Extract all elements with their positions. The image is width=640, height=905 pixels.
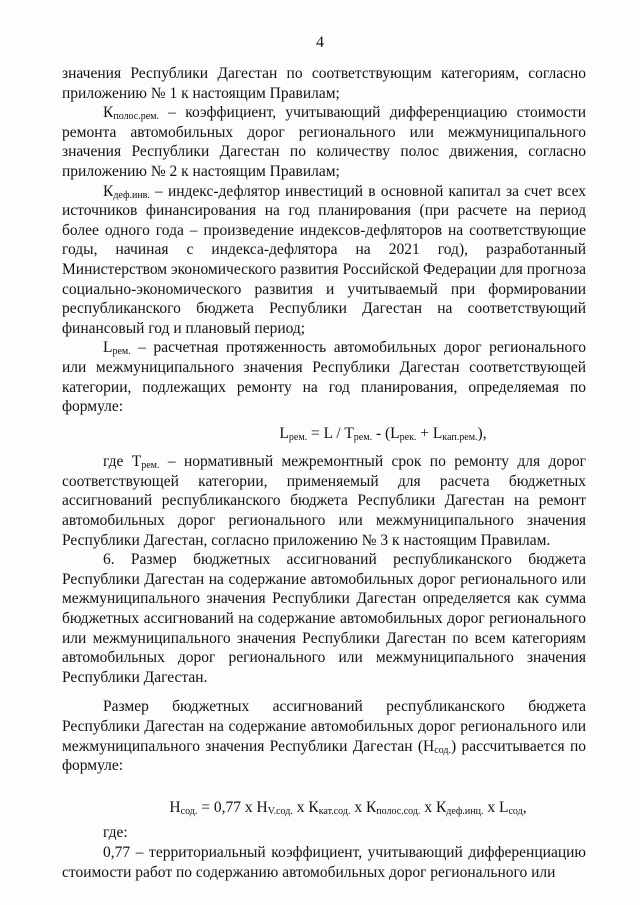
definition-text: – индекс-дефлятор инвестиций в основной капитал за счет всех источников финансирования на год планирования (при расчете на период более одного года – произведение индексов-дефляторов на соответствующие годы, начиная с индекса-дефлятора на 2021 год), разработанный Министерством экономического развития Российской Федерации для прогноза социально-экономического развития и учитываемый при формировании республиканского бюджета Республики Дагестан на соответствующий финансовый год и плановый период;	[62, 182, 586, 337]
subscript: полос.рем.	[113, 111, 160, 123]
symbol: К	[103, 182, 114, 200]
paragraph-1: значения Республики Дагестан по соответствующим категориям, согласно приложению № 1 к настоящим Правилам;	[62, 65, 586, 102]
where-label: где:	[103, 824, 128, 842]
subscript: деф.инв.	[113, 189, 150, 201]
paragraph-6: 6. Размер бюджетных ассигнований республиканского бюджета Республики Дагестан на содержание автомобильных дорог регионального или межмуниципального значения Республики Дагестан определяется как сумма бюджетных ассигнований на содержание автомобильных дорог регионального или межмуниципального значения Республики Дагестан по всем категориям автомобильных дорог регионального или межмуниципального значения Республики Дагестан.	[62, 551, 586, 686]
document-body	[62, 64, 586, 882]
formula-l-rem: $L_{рем.} = L / T_{рем.} - (L_{рек.} + L_{кап.рем.})$,	[279, 424, 487, 443]
paragraph-n-sod: Размер бюджетных ассигнований республиканского бюджета Республики Дагестан на содержание автомобильных дорог регионального или межмуниципального значения Республики Дагестан $(Н_{сод.})$ рассчитывается по формуле:	[62, 698, 586, 775]
formula-n-sod: $Н_{сод.} = 0,77$ x $Н_{V.сод.}$ x $К_{кат.сод.}$ x $К_{полос.сод.}$ x $К_{деф.инц.}$ x $L_{сод}$,	[169, 798, 527, 817]
symbol: L	[103, 339, 113, 357]
paragraph-territorial-coefficient: 0,77 – территориальный коэффициент, учитывающий дифференциацию стоимости работ по содержанию автомобильных дорог регионального или	[62, 843, 586, 881]
definition-text: – расчетная протяженность автомобильных дорог регионального или межмуниципального значения Республики Дагестан соответствующей категории, подлежащих ремонту на год планирования, определяемая по формуле:	[62, 339, 586, 416]
definition-text: – коэффициент, учитывающий дифференциацию стоимости ремонта автомобильных дорог регионального или межмуниципального значения Республики Дагестан по количеству полос движения, согласно приложению № 2 к настоящим Правилам;	[62, 104, 586, 180]
paragraph-k-def-inv	[62, 182, 586, 339]
paragraph-t-rem: где $T_{рем.}$ – нормативный межремонтный срок по ремонту для дорог соответствующей категории, применяемый для расчета бюджетных ассигнований республиканского бюджета Республики Дагестан на ремонт автомобильных дорог регионального или межмуниципального значения Республики Дагестан, согласно приложению № 3 к настоящим Правилам.	[62, 453, 586, 549]
paragraph-k-polos-rem	[62, 103, 586, 181]
symbol: К	[103, 104, 114, 122]
paragraph-l-rem	[62, 338, 586, 416]
page-number: 4	[316, 34, 324, 51]
subscript: рем.	[112, 346, 131, 358]
